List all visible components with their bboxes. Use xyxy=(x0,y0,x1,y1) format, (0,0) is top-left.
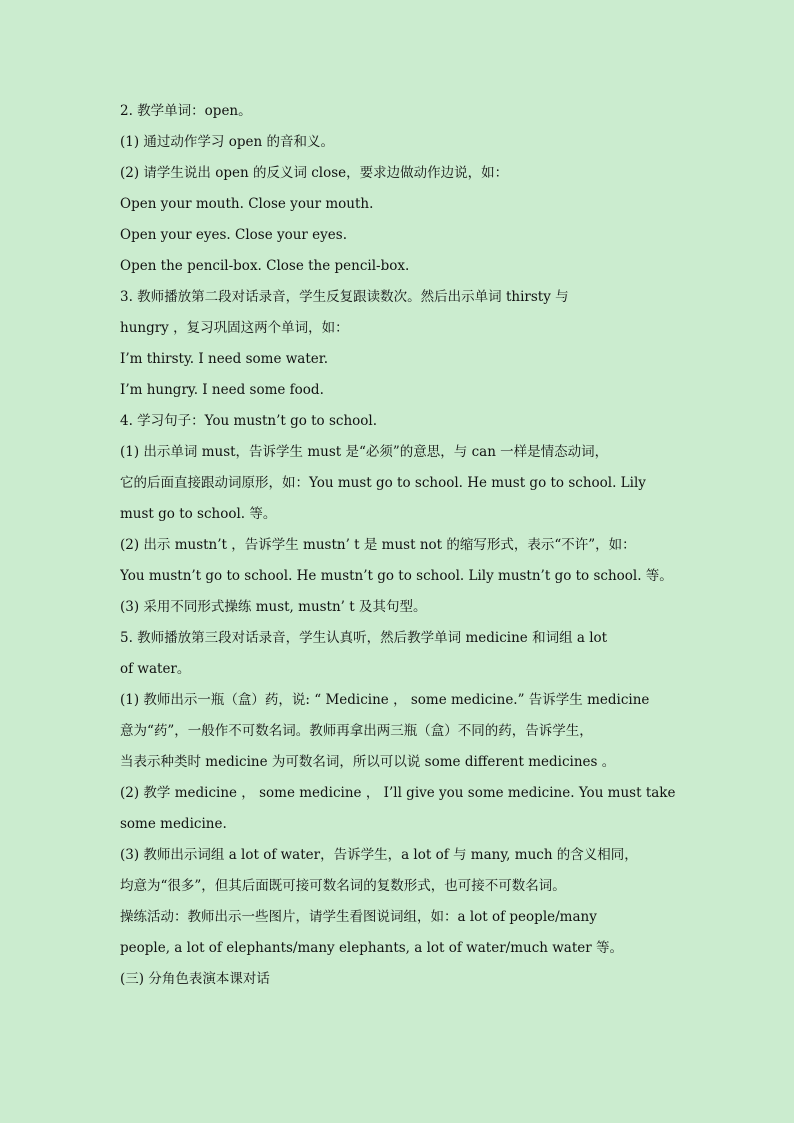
text-line: Open your mouth. Close your mouth. xyxy=(120,196,374,212)
text-line: 操练活动：教师出示一些图片，请学生看图说词组，如：a lot of people/many xyxy=(120,909,597,925)
text-line: 5. 教师播放第三段对话录音，学生认真听，然后教学单词 medicine 和词组 a lot xyxy=(120,630,608,646)
text-line: You mustn’t go to school. He mustn’t go to school. Lily mustn’t go to school. 等。 xyxy=(120,568,673,584)
text-line: I’m hungry. I need some food. xyxy=(120,382,324,398)
text-line: (三) 分角色表演本课对话 xyxy=(120,971,270,987)
text-line: 均意为“很多”，但其后面既可接可数名词的复数形式，也可接不可数名词。 xyxy=(120,878,566,894)
text-line: people, a lot of elephants/many elephants, a lot of water/much water 等。 xyxy=(120,940,624,956)
text-line: (2) 教学 medicine ， some medicine ， I’ll give you some medicine. You must take xyxy=(120,785,676,801)
text-line: (1) 通过动作学习 open 的音和义。 xyxy=(120,134,334,150)
text-line: (2) 请学生说出 open 的反义词 close，要求边做动作边说，如： xyxy=(120,165,509,181)
text-line: 4. 学习句子：You mustn’t go to school. xyxy=(120,413,378,429)
text-line: must go to school. 等。 xyxy=(120,506,277,522)
text-line: (2) 出示 mustn’t ，告诉学生 mustn’ t 是 must not 的缩写形式，表示“不许”，如： xyxy=(120,537,636,553)
text-line: (1) 教师出示一瓶（盒）药，说: “ Medicine ， some medicine.” 告诉学生 medicine xyxy=(120,692,650,708)
text-line: 2. 教学单词：open。 xyxy=(120,103,252,119)
text-line: (3) 教师出示词组 a lot of water，告诉学生，a lot of 与 many, much 的含义相同， xyxy=(120,847,638,863)
text-line: (1) 出示单词 must，告诉学生 must 是“必须”的意思，与 can 一样是情态动词， xyxy=(120,444,609,460)
text-line: 它的后面直接跟动词原形，如：You must go to school. He must go to school. Lily xyxy=(120,475,646,491)
text-line: of water。 xyxy=(120,661,191,677)
text-line: hungry ，复习巩固这两个单词，如： xyxy=(120,320,349,336)
text-line: 当表示种类时 medicine 为可数名词，所以可以说 some different medicines 。 xyxy=(120,754,616,770)
text-line: Open your eyes. Close your eyes. xyxy=(120,227,347,243)
text-line: I’m thirsty. I need some water. xyxy=(120,351,329,367)
text-line: (3) 采用不同形式操练 must, mustn’ t 及其句型。 xyxy=(120,599,427,615)
text-line: some medicine. xyxy=(120,816,227,832)
text-line: 意为“药”，一般作不可数名词。教师再拿出两三瓶（盒）不同的药，告诉学生， xyxy=(120,723,593,739)
document-body xyxy=(120,96,680,995)
text-line: Open the pencil-box. Close the pencil-box. xyxy=(120,258,410,274)
text-line: 3. 教师播放第二段对话录音，学生反复跟读数次。然后出示单词 thirsty 与 xyxy=(120,289,569,305)
